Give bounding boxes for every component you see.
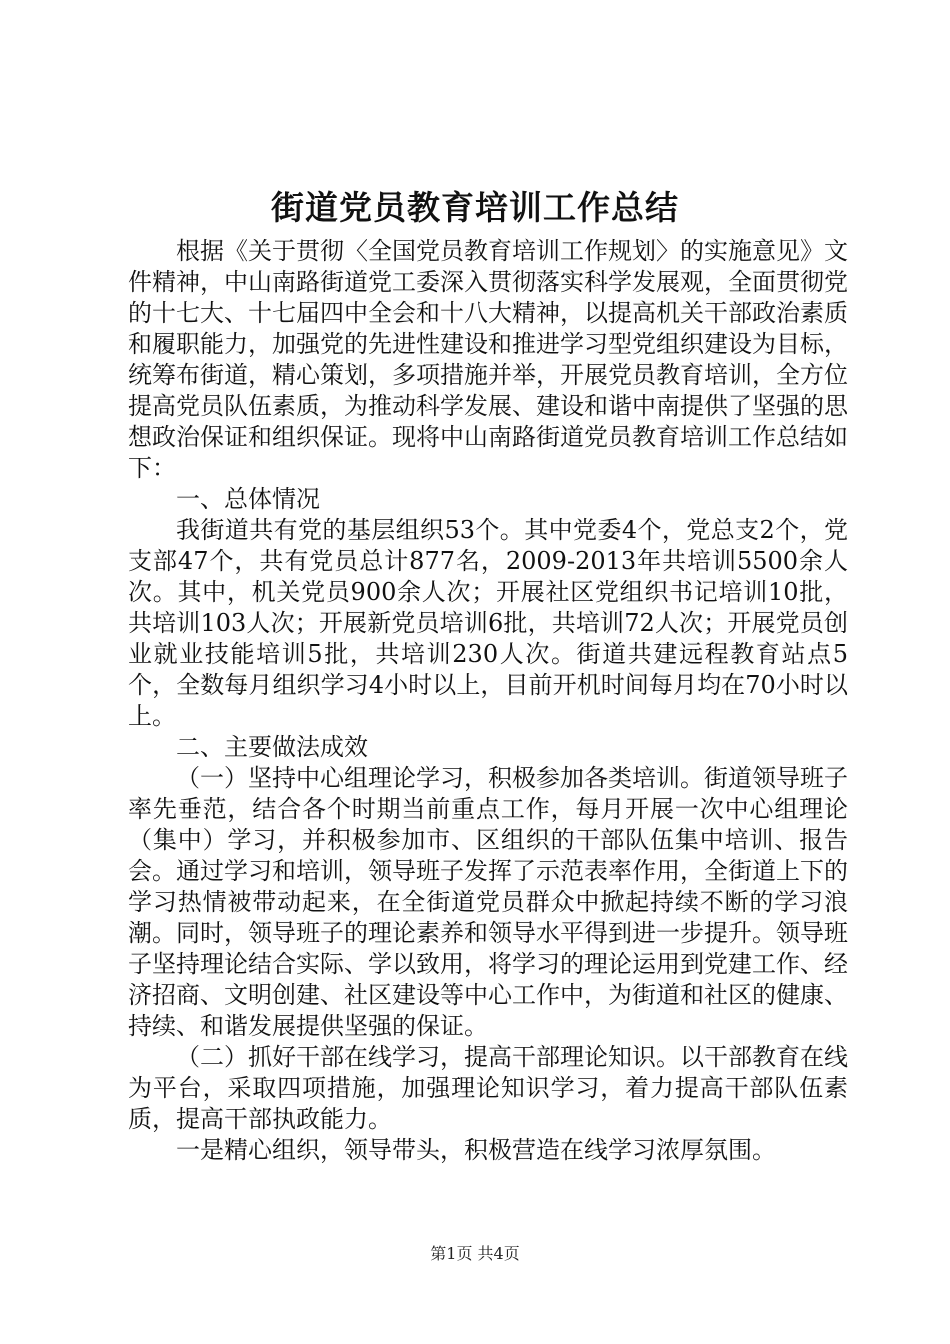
document-title: 街道党员教育培训工作总结 [271,188,679,227]
intro-paragraph: 根据《关于贯彻〈全国党员教育培训工作规划〉的实施意见》文件精神，中山南路街道党工委深入贯彻落实科学发展观，全面贯彻党的十七大、十七届四中全会和十八大精神，以提高机关干部政治素质和履职能力，加强党的先进性建设和推进学习型党组织建设为目标，统筹布街道，精心策划，多项措施并举，开展党员教育培训，全方位提高党员队伍素质，为推动科学发展、建设和谐中南提供了坚强的思想政治保证和组织保证。现将中山南路街道党员教育培训工作总结如下： [128,237,848,482]
measure-paragraph-1: 一是精心组织，领导带头，积极营造在线学习浓厚氛围。 [176,1136,776,1164]
section-heading-practices: 二、主要做法成效 [176,733,368,761]
page-footer: 第1页 共4页 [430,1244,520,1263]
section-heading-overview: 一、总体情况 [176,485,320,513]
practice-paragraph-2: （二）抓好干部在线学习，提高干部理论知识。以干部教育在线为平台，采取四项措施，加强理论知识学习，着力提高干部队伍素质，提高干部执政能力。 [128,1043,848,1133]
practice-paragraph-1: （一）坚持中心组理论学习，积极参加各类培训。街道领导班子率先垂范，结合各个时期当前重点工作，每月开展一次中心组理论（集中）学习，并积极参加市、区组织的干部队伍集中培训、报告会。通过学习和培训，领导班子发挥了示范表率作用，全街道上下的学习热情被带动起来，在全街道党员群众中掀起持续不断的学习浪潮。同时，领导班子的理论素养和领导水平得到进一步提升。领导班子坚持理论结合实际、学以致用，将学习的理论运用到党建工作、经济招商、文明创建、社区建设等中心工作中，为街道和社区的健康、持续、和谐发展提供坚强的保证。 [128,764,848,1040]
document-body [128,236,848,1166]
overview-paragraph: 我街道共有党的基层组织53个。其中党委4个，党总支2个，党支部47个，共有党员总计877名，2009-2013年共培训5500余人次。其中，机关党员900余人次；开展社区党组织书记培训10批，共培训103人次；开展新党员培训6批，共培训72人次；开展党员创业就业技能培训5批，共培训230人次。街道共建远程教育站点5个，全数每月组织学习4小时以上，目前开机时间每月均在70小时以上。 [128,516,848,730]
